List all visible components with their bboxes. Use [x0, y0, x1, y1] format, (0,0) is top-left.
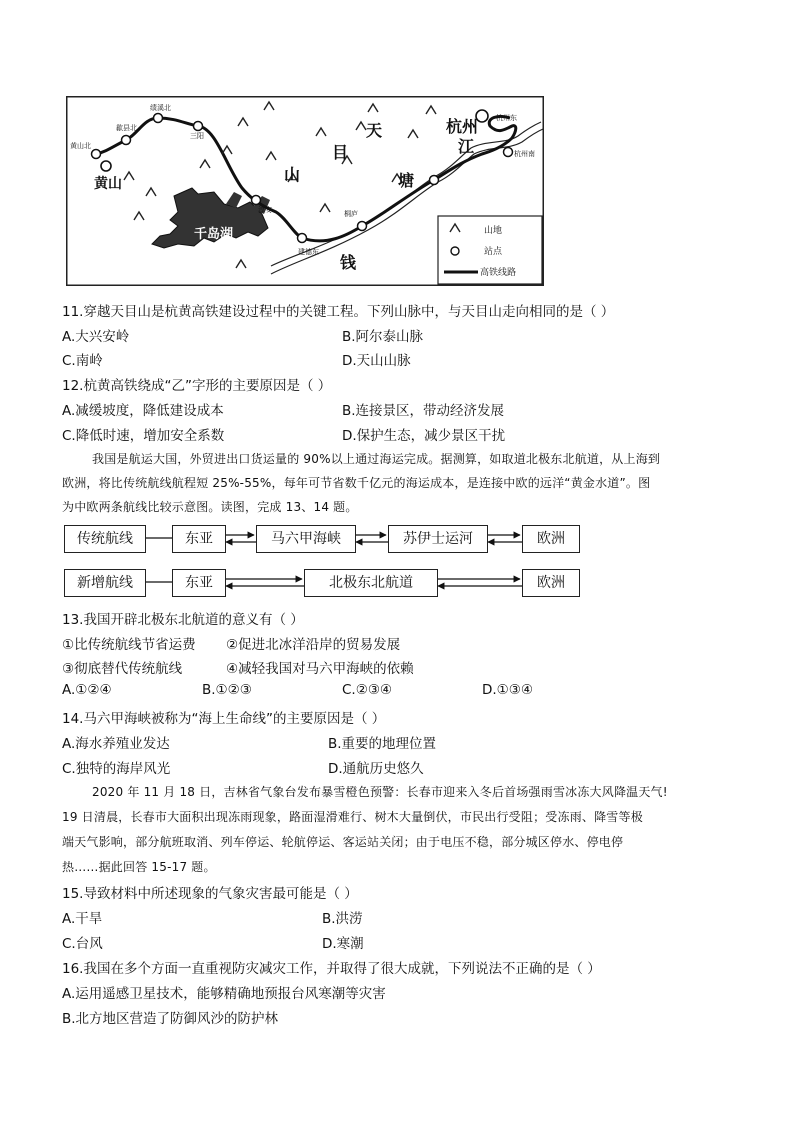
hangzhou-huangshan-railway-map: [66, 96, 544, 286]
q13-item-1: ①比传统航线节省运费: [62, 637, 196, 653]
q11-stem: 11.穿越天目山是杭黄高铁建设过程中的关键工程。下列山脉中，与天目山走向相同的是（ ）: [62, 304, 615, 320]
passage1-line2: 欧洲，将比传统航线航程短 25%-55%，每年可节省数千亿元的海运成本，是连接中欧的远洋“黄金水道”。图: [62, 476, 651, 490]
passage2-line2: 19 日清晨，长春市大面积出现冻雨现象，路面湿滑难行、树木大量倒伏，市民出行受阻；受冻雨、降雪等极: [62, 810, 643, 824]
passage2-line3: 端天气影响，部分航班取消、列车停运、轮航停运、客运站关闭；由于电压不稳，部分城区停水、停电停: [62, 835, 624, 849]
route-node-europe-new: 欧洲: [522, 569, 580, 597]
station-shexian: 歙县北: [116, 124, 137, 132]
q11-option-c[interactable]: C.南岭: [62, 353, 103, 369]
q13-option-b[interactable]: B.①②③: [202, 682, 252, 698]
station-hangzhoudong: 杭州东: [496, 114, 517, 122]
label-tian: 天: [366, 121, 383, 140]
q16-option-a[interactable]: A.运用遥感卫星技术，能够精确地预报台风寒潮等灾害: [62, 986, 386, 1002]
q15-option-d[interactable]: D.寒潮: [322, 936, 364, 952]
q14-stem: 14.马六甲海峡被称为“海上生命线”的主要原因是（ ）: [62, 711, 386, 727]
q15-option-b[interactable]: B.洪涝: [322, 911, 363, 927]
label-qian: 钱: [340, 253, 357, 272]
station-sanyang: 三阳: [190, 132, 204, 140]
legend-railway: 高铁线路: [480, 268, 517, 278]
route-node-east-asia-new: 东亚: [172, 569, 226, 597]
route-node-malacca: 马六甲海峡: [256, 525, 356, 553]
q13-item-4: ④减轻我国对马六甲海峡的依赖: [226, 661, 414, 677]
route-node-suez: 苏伊士运河: [388, 525, 488, 553]
q15-stem: 15.导致材料中所述现象的气象灾害最可能是（ ）: [62, 886, 358, 902]
label-shan: 山: [284, 165, 301, 184]
legend-station: 站点: [484, 247, 503, 257]
q14-option-a[interactable]: A.海水养殖业发达: [62, 736, 170, 752]
q11-option-a[interactable]: A.大兴安岭: [62, 329, 130, 345]
q12-stem: 12.杭黄高铁绕成“乙”字形的主要原因是（ ）: [62, 378, 332, 394]
route-node-europe: 欧洲: [522, 525, 580, 553]
label-qiandaohu: 千岛湖: [194, 227, 234, 242]
label-huangshan: 黄山: [94, 176, 122, 192]
q14-option-d[interactable]: D.通航历史悠久: [328, 761, 424, 777]
q13-item-3: ③彻底替代传统航线: [62, 661, 183, 677]
q12-option-c[interactable]: C.降低时速，增加安全系数: [62, 428, 225, 444]
q13-stem: 13.我国开辟北极东北航道的意义有（ ）: [62, 612, 304, 628]
q12-option-a[interactable]: A.减缓坡度，降低建设成本: [62, 403, 224, 419]
label-tang: 塘: [398, 171, 415, 190]
q14-option-b[interactable]: B.重要的地理位置: [328, 736, 437, 752]
q14-option-c[interactable]: C.独特的海岸风光: [62, 761, 171, 777]
route-new-label: 新增航线: [64, 569, 146, 597]
label-jiang: 江: [458, 137, 475, 156]
map-legend: [438, 216, 542, 284]
q11-option-d[interactable]: D.天山山脉: [342, 353, 411, 369]
q13-item-2: ②促进北冰洋沿岸的贸易发展: [226, 637, 401, 653]
q15-option-a[interactable]: A.干旱: [62, 911, 103, 927]
q15-option-c[interactable]: C.台风: [62, 936, 103, 952]
q13-option-a[interactable]: A.①②④: [62, 682, 112, 698]
label-mu: 目: [332, 143, 349, 162]
route-node-east-asia: 东亚: [172, 525, 226, 553]
passage1-line1: 我国是航运大国，外贸进出口货运量的 90%以上通过海运完成。据测算，如取道北极东北航道，从上海到: [92, 452, 661, 466]
passage2-line4: 热……据此回答 15-17 题。: [62, 860, 216, 874]
q16-option-b[interactable]: B.北方地区营造了防御风沙的防护林: [62, 1011, 279, 1027]
station-tonglu: 桐庐: [344, 210, 358, 218]
route-traditional-label: 传统航线: [64, 525, 146, 553]
station-jixi: 绩溪北: [150, 104, 171, 112]
q16-stem: 16.我国在多个方面一直重视防灾减灾工作，并取得了很大成就，下列说法不正确的是（ ）: [62, 961, 601, 977]
legend-mountain: 山地: [484, 226, 503, 236]
passage1-line3: 为中欧两条航线比较示意图。读图，完成 13、14 题。: [62, 500, 358, 514]
station-huangshanbei: 黄山北: [70, 142, 91, 150]
q13-option-c[interactable]: C.②③④: [342, 682, 393, 698]
q11-option-b[interactable]: B.阿尔泰山脉: [342, 329, 424, 345]
route-node-arctic: 北极东北航道: [304, 569, 438, 597]
station-hangzhounan: 杭州南: [514, 150, 535, 158]
label-hangzhou: 杭州: [446, 117, 479, 136]
q13-option-d[interactable]: D.①③④: [482, 682, 533, 698]
q12-option-b[interactable]: B.连接景区，带动经济发展: [342, 403, 505, 419]
station-jiandedong: 建德东: [298, 248, 319, 256]
passage2-line1: 2020 年 11 月 18 日，吉林省气象台发布暴雪橙色预警：长春市迎来入冬后首场强雨雪冰冻大风降温天气!: [92, 785, 668, 799]
q12-option-d[interactable]: D.保护生态，减少景区干扰: [342, 428, 506, 444]
station-chunan: 淳安: [258, 206, 272, 214]
